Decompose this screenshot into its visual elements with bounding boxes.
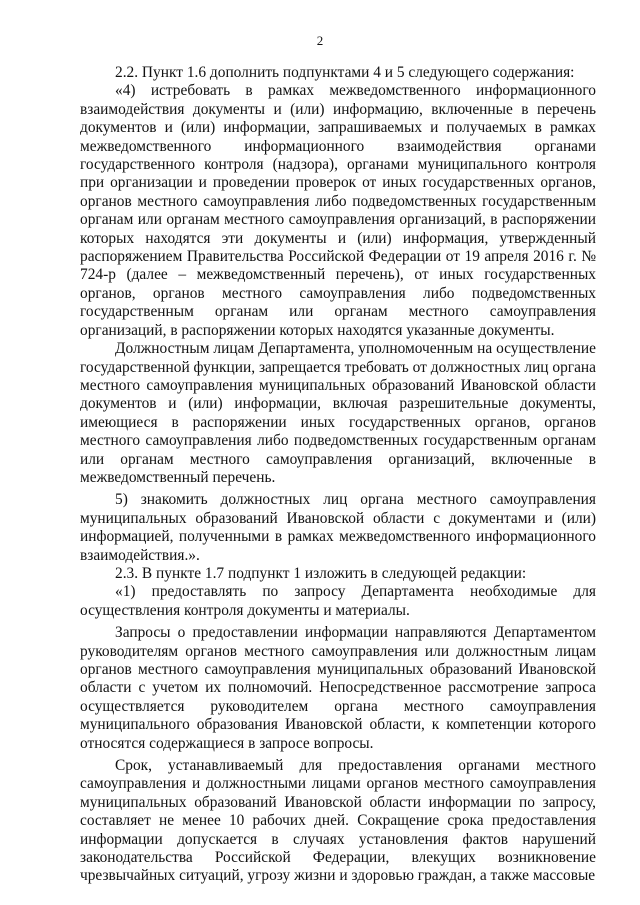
paragraph-subitem-1: «1) предоставлять по запросу Департамента необходимые для осуществления контроля документы и материалы. [80, 583, 596, 619]
paragraph-2-2: 2.2. Пункт 1.6 дополнить подпунктами 4 и 5 следующего содержания: [115, 64, 575, 81]
paragraph-2-3: 2.3. В пункте 1.7 подпункт 1 изложить в следующей редакции: [115, 564, 527, 582]
page-number: 2 [316, 33, 324, 48]
paragraph-requests: Запросы о предоставлении информации направляются Департаментом руководителям органов местного самоуправления или должностным лицам органов местного самоуправления муниципальных образований Ивановской области с учетом их полномочий. Непосредственное рассмотрение запроса осуществляется руководителем органа местного самоуправления муниципального образования Ивановской области, к компетенции которого относятся содержащиеся в запросе вопросы. [80, 624, 596, 752]
paragraph-deadline: Срок, устанавливаемый для предоставления органами местного самоуправления и должностными лицами органов местного самоуправления муниципальных образований Ивановской области информации по запросу, составляет не менее 10 рабочих дней. Сокращение срока предоставления информации допускается в случаях установления фактов нарушений законодательства Российской Федерации, влекущих возникновение чрезвычайных ситуаций, угрозу жизни и здоровью граждан, а также массовые [80, 757, 596, 885]
document-body [80, 64, 596, 886]
paragraph-prohibition: Должностным лицам Департамента, уполномоченным на осуществление государственной функции, запрещается требовать от должностных лиц органа местного самоуправления муниципальных образований Ивановской области документов и (или) информации, включая разрешительные документы, имеющиеся в распоряжении иных государственных органов, органов местного самоуправления либо подведомственных государственным органам или органам местного самоуправления организаций, включенные в межведомственный перечень. [80, 340, 596, 486]
paragraph-subitem-4: «4) истребовать в рамках межведомственного информационного взаимодействия документы и (или) информацию, включенные в перечень документов и (или) информации, запрашиваемых и получаемых в рамках межведомственного информационного взаимодействия органами государственного контроля (надзора), органами муниципального контроля при организации и проведении проверок от иных государственных органов, органов местного самоуправления либо подведомственных государственным органам или органам местного самоуправления организаций, в распоряжении которых находятся эти документы и (или) информация, утвержденный распоряжением Правительства Российской Федерации от 19 апреля 2016 г. № 724-р (далее – межведомственный перечень), от иных государственных органов, органов местного самоуправления либо подведомственных государственным органам или органам местного самоуправления организаций, в распоряжении которых находятся указанные документы. [80, 82, 596, 339]
paragraph-subitem-5: 5) знакомить должностных лиц органа местного самоуправления муниципальных образований Ивановской области с документами и (или) информацией, полученными в рамках межведомственного информационного взаимодействия.». [80, 491, 596, 564]
